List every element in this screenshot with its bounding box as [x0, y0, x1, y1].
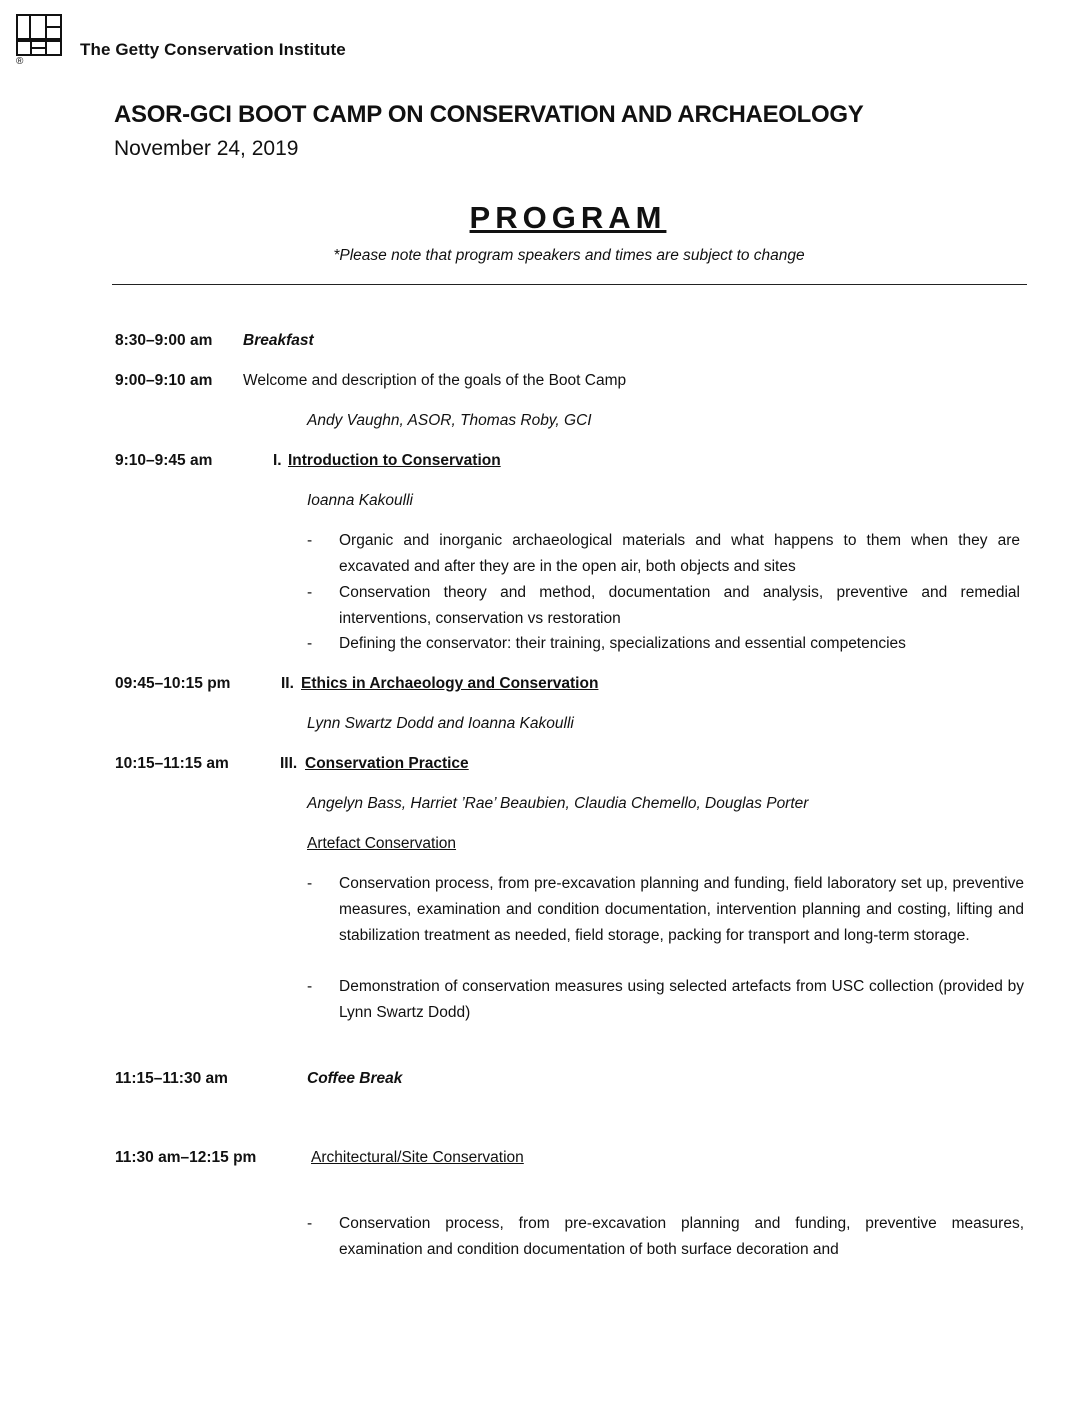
- bullet-item: Organic and inorganic archaeological materials and what happens to them when they are excavated and after they are in the open air, both objects and sites: [339, 532, 1020, 575]
- session-numeral: II.: [281, 675, 294, 692]
- bullet-marker: -: [307, 875, 313, 892]
- bullet-item: Defining the conservator: their training, specializations and essential competencies: [339, 635, 906, 652]
- session-time: 8:30–9:00 am: [115, 332, 213, 349]
- session-title: Introduction to Conservation: [288, 452, 501, 469]
- program-heading: PROGRAM: [469, 200, 667, 235]
- session-title: Welcome and description of the goals of the Boot Camp: [243, 372, 627, 389]
- session-time: 11:30 am–12:15 pm: [115, 1149, 257, 1166]
- session-title: Coffee Break: [307, 1070, 403, 1087]
- session-title: Architectural/Site Conservation: [311, 1149, 524, 1166]
- bullet-item: Conservation process, from pre-excavation planning and funding, field laboratory set up, preventive measures, examination and condition documentation, intervention planning and costing, lifting and stabilization treatment as needed, field storage, packing for transport and long-term storage.: [339, 875, 1024, 944]
- session-time: 9:10–9:45 am: [115, 452, 213, 469]
- change-note: *Please note that program speakers and times are subject to change: [333, 247, 805, 264]
- registered-mark: ®: [16, 56, 24, 67]
- divider: [112, 284, 1027, 285]
- session-title: Breakfast: [243, 332, 314, 349]
- bullet-marker: -: [307, 978, 313, 995]
- bullet-item: Conservation theory and method, documentation and analysis, preventive and remedial interventions, conservation vs restoration: [339, 584, 1020, 627]
- session-numeral: I.: [273, 452, 282, 469]
- session-time: 10:15–11:15 am: [115, 755, 229, 772]
- session-time: 09:45–10:15 pm: [115, 675, 231, 692]
- bullet-item: Demonstration of conservation measures using selected artefacts from USC collection (provided by Lynn Swartz Dodd): [339, 978, 1024, 1021]
- session-speakers: Ioanna Kakoulli: [307, 492, 413, 509]
- session-subheading: Artefact Conservation: [307, 835, 457, 852]
- institution-name: The Getty Conservation Institute: [80, 40, 346, 59]
- session-numeral: III.: [280, 755, 298, 772]
- bullet-marker: -: [307, 584, 313, 601]
- session-title: Conservation Practice: [305, 755, 469, 772]
- session-title: Ethics in Archaeology and Conservation: [301, 675, 599, 692]
- bullet-marker: -: [307, 532, 313, 549]
- session-time: 9:00–9:10 am: [115, 372, 213, 389]
- session-time: 11:15–11:30 am: [115, 1070, 228, 1087]
- session-speakers: Andy Vaughn, ASOR, Thomas Roby, GCI: [307, 412, 592, 429]
- document-title: ASOR-GCI BOOT CAMP ON CONSERVATION AND ARCHAEOLOGY: [114, 101, 864, 128]
- document-date: November 24, 2019: [114, 137, 299, 160]
- session-speakers: Angelyn Bass, Harriet ’Rae’ Beaubien, Claudia Chemello, Douglas Porter: [307, 795, 809, 812]
- bullet-marker: -: [307, 1215, 313, 1232]
- bullet-item: Conservation process, from pre-excavation planning and funding, preventive measures, examination and condition documentation of both surface decoration and: [339, 1215, 1024, 1258]
- bullet-marker: -: [307, 635, 313, 652]
- session-speakers: Lynn Swartz Dodd and Ioanna Kakoulli: [307, 715, 574, 732]
